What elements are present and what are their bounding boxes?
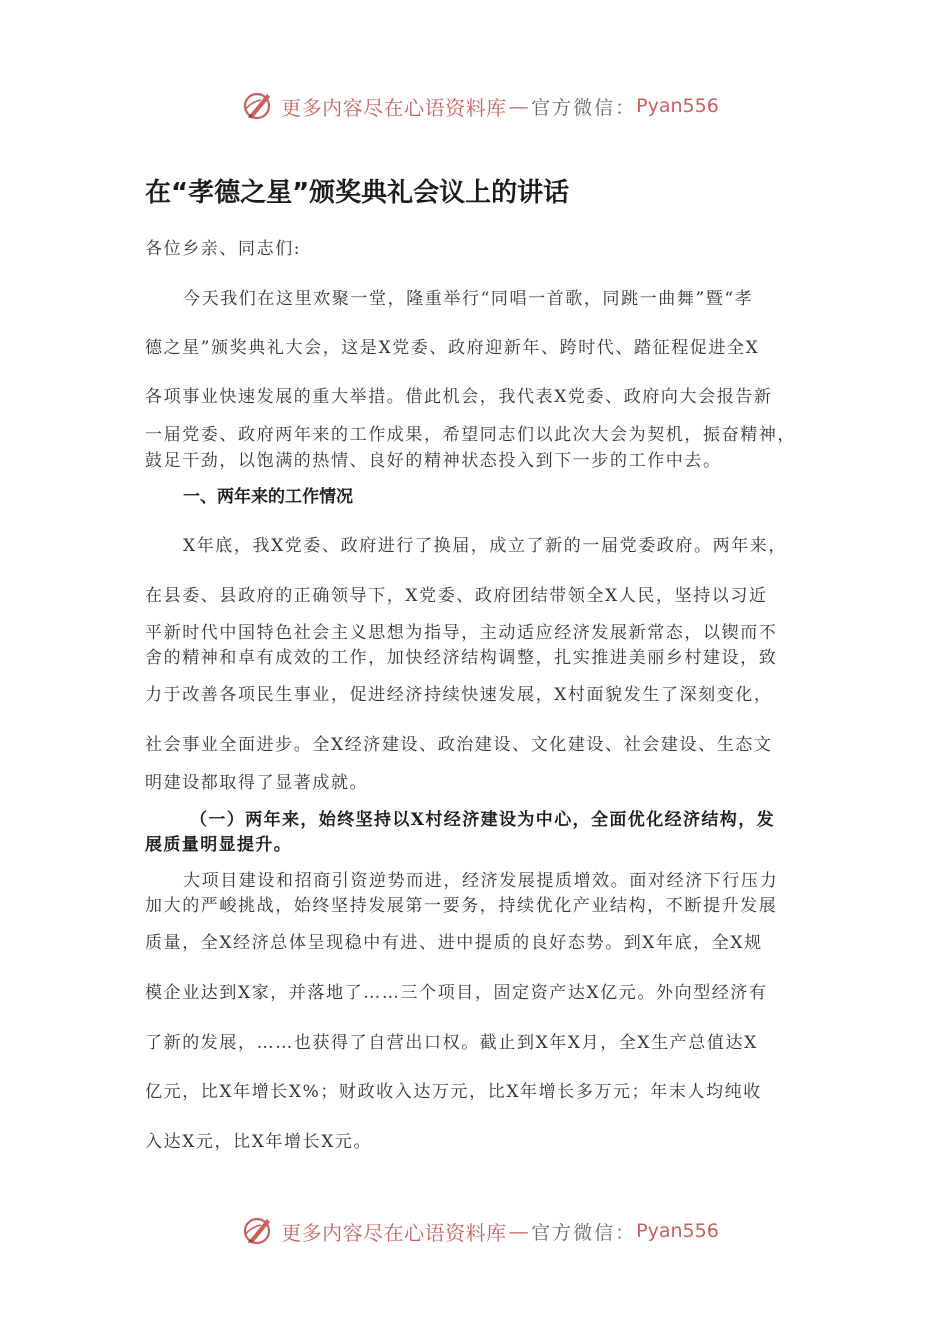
paragraph-line: 各项事业快速发展的重大举措。借此机会，我代表X党委、政府向大会报告新 xyxy=(145,387,773,407)
paragraph-line: 鼓足干劲，以饱满的热情、良好的精神状态投入到下一步的工作中去。 xyxy=(145,451,722,471)
paragraph-line: 加大的严峻挑战，始终坚持发展第一要务，持续优化产业结构，不断提升发展 xyxy=(145,896,778,916)
paragraph-line: 在县委、县政府的正确领导下，X党委、政府团结带领全X人民，坚持以习近 xyxy=(145,586,768,606)
subheading: 展质量明显提升。 xyxy=(145,835,293,855)
paragraph-line: 明建设都取得了显著成就。 xyxy=(145,773,369,793)
pen-logo-icon xyxy=(241,1213,277,1249)
paragraph-line: 了新的发展，……也获得了自营出口权。截止到X年X月，全X生产总值达X xyxy=(145,1033,758,1053)
paragraph-line: 模企业达到X家，并落地了……三个项目，固定资产达X亿元。外向型经济有 xyxy=(145,983,768,1003)
subheading: （一）两年来，始终坚持以X村经济建设为中心，全面优化经济结构，发 xyxy=(190,810,775,830)
paragraph-line: 平新时代中国特色社会主义思想为指导，主动适应经济发展新常态，以锲而不 xyxy=(145,623,778,643)
paragraph-line: 德之星”颁奖典礼大会，这是X党委、政府迎新年、跨时代、踏征程促进全X xyxy=(145,338,760,358)
paragraph-line: X年底，我X党委、政府进行了换届，成立了新的一届党委政府。两年来， xyxy=(183,536,788,556)
banner-dash: — xyxy=(508,1219,530,1243)
paragraph-line: 今天我们在这里欢聚一堂，隆重举行“同唱一首歌，同跳一曲舞”暨“孝 xyxy=(183,289,754,309)
paragraph-line: 亿元，比X年增长X%；财政收入达万元，比X年增长多万元；年末人均纯收 xyxy=(145,1082,762,1102)
banner-official-label: 官方微信： xyxy=(531,1221,637,1244)
paragraph-line: 力于改善各项民生事业，促进经济持续快速发展，X村面貌发生了深刻变化， xyxy=(145,685,773,705)
section-heading: 一、两年来的工作情况 xyxy=(183,487,353,507)
pen-logo-icon xyxy=(241,88,277,124)
banner-text: 更多内容尽在心语资料库 xyxy=(281,95,507,120)
header-banner xyxy=(0,86,950,126)
footer-banner xyxy=(0,1211,950,1251)
banner-wechat-id: Pyan556 xyxy=(636,1220,719,1242)
banner-official-label: 官方微信： xyxy=(531,96,637,119)
banner-dash: — xyxy=(508,94,530,118)
banner-wechat-id: Pyan556 xyxy=(636,95,719,117)
paragraph-line: 舍的精神和卓有成效的工作，加快经济结构调整，扎实推进美丽乡村建设，致 xyxy=(145,648,778,668)
banner-text: 更多内容尽在心语资料库 xyxy=(281,1220,507,1245)
paragraph-line: 入达X元，比X年增长X元。 xyxy=(145,1132,373,1152)
paragraph-line: 质量，全X经济总体呈现稳中有进、进中提质的良好态势。到X年底，全X规 xyxy=(145,933,763,953)
salutation: 各位乡亲、同志们: xyxy=(145,239,302,259)
paragraph-line: 大项目建设和招商引资逆势而进，经济发展提质增效。面对经济下行压力 xyxy=(183,871,779,891)
paragraph-line: 一届党委、政府两年来的工作成果，希望同志们以此次大会为契机，振奋精神， xyxy=(145,425,796,445)
document-title: 在“孝德之星”颁奖典礼会议上的讲话 xyxy=(145,178,570,208)
paragraph-line: 社会事业全面进步。全X经济建设、政治建设、文化建设、社会建设、生态文 xyxy=(145,735,773,755)
